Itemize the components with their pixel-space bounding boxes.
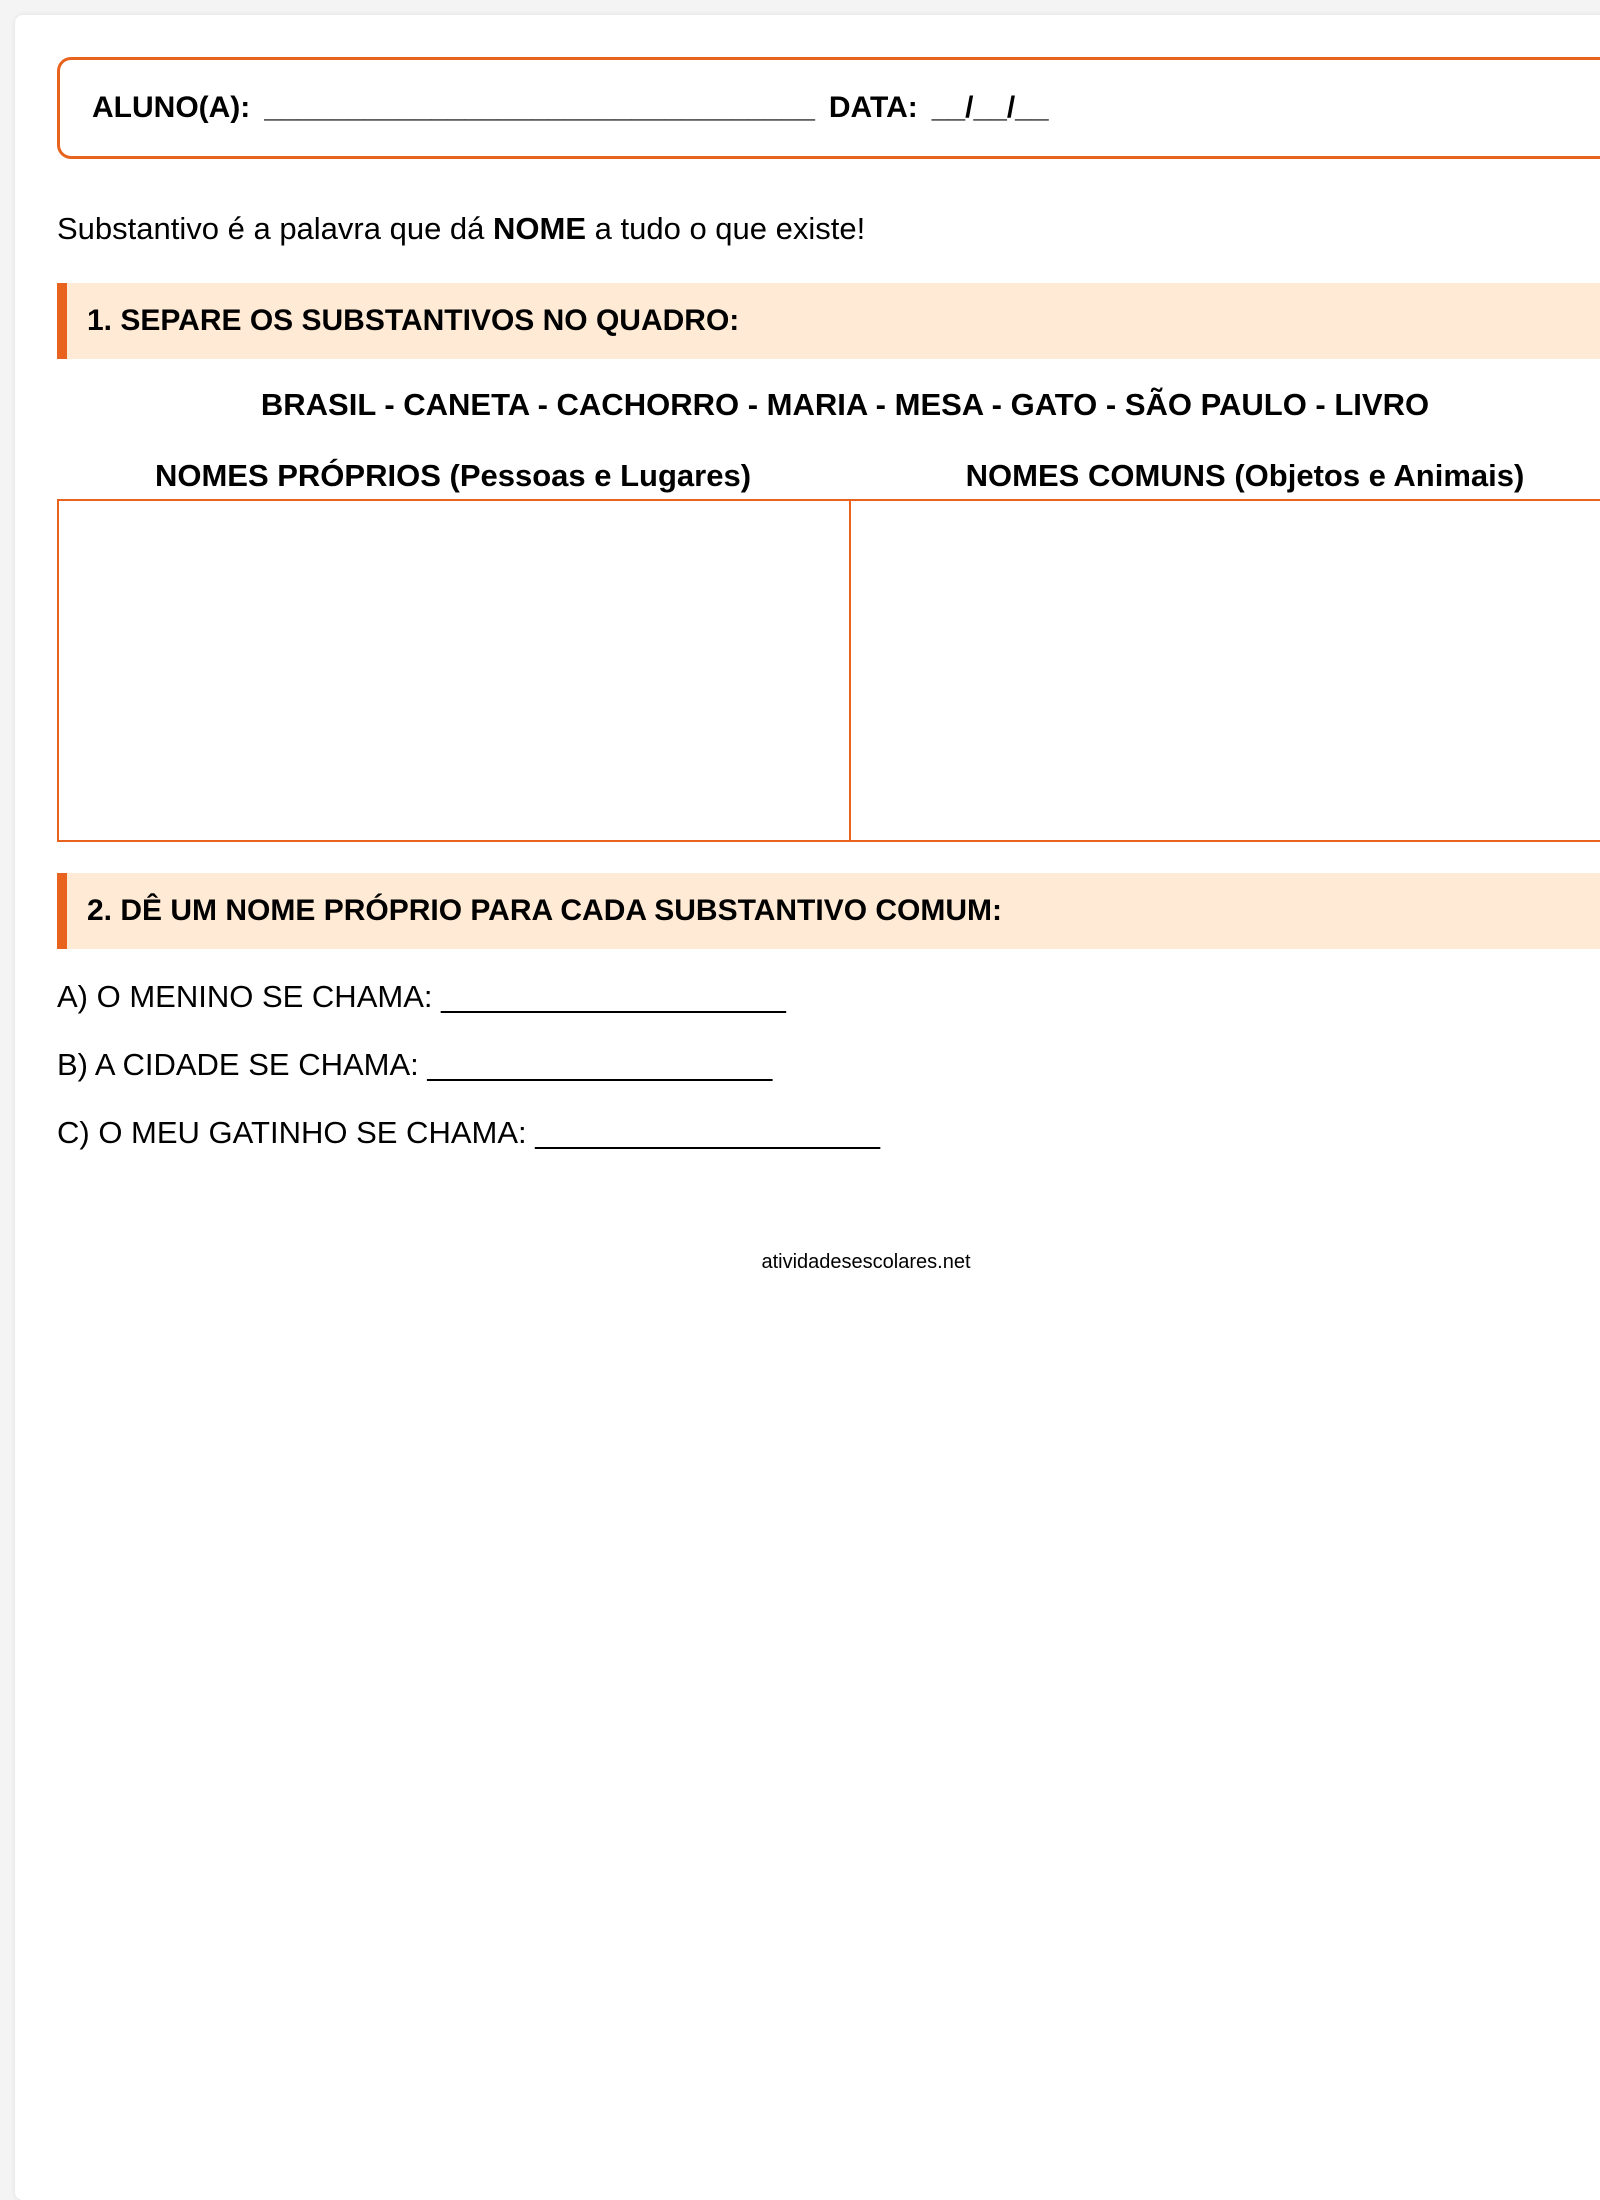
question-b (57, 1047, 772, 1083)
noun-sorting-table (57, 499, 1600, 842)
question-c-blank: ____________________ (535, 1115, 881, 1150)
question-b-text: B) A CIDADE SE CHAMA: (57, 1047, 428, 1082)
student-info-box (57, 57, 1600, 159)
section-1-title: 1. SEPARE OS SUBSTANTIVOS NO QUADRO: (87, 304, 740, 337)
student-name-blank: _________________________________ (264, 91, 815, 124)
intro-text-before: Substantivo é a palavra que dá (57, 211, 494, 246)
question-b-blank: ____________________ (427, 1047, 773, 1082)
intro-sentence (57, 211, 865, 247)
column-header-proper-nouns: NOMES PRÓPRIOS (Pessoas e Lugares) (154, 458, 752, 493)
section-2-title: 2. DÊ UM NOME PRÓPRIO PARA CADA SUBSTANTIVO COMUM: (87, 894, 1003, 927)
student-name-label: ALUNO(A): (92, 91, 251, 124)
section-1-heading (57, 283, 1600, 359)
common-nouns-answer-cell (851, 501, 1600, 840)
date-blank: __/__/__ (931, 91, 1049, 124)
footer-site-credit: atividadesescolares.net (761, 1251, 971, 1273)
worksheet-page (15, 15, 1600, 2200)
question-a (57, 979, 786, 1015)
proper-nouns-answer-cell (59, 501, 851, 840)
date-label: DATA: (828, 91, 918, 124)
intro-text-bold: NOME (493, 211, 587, 246)
column-header-common-nouns: NOMES COMUNS (Objetos e Animais) (965, 458, 1525, 493)
section-2-heading (57, 873, 1600, 949)
question-c-text: C) O MEU GATINHO SE CHAMA: (57, 1115, 536, 1150)
question-a-blank: ____________________ (441, 979, 786, 1014)
question-a-text: A) O MENINO SE CHAMA: (57, 979, 442, 1014)
intro-text-after: a tudo o que existe! (586, 211, 866, 246)
word-bank: BRASIL - CANETA - CACHORRO - MARIA - MESA - GATO - SÃO PAULO - LIVRO (260, 387, 1430, 422)
question-c (57, 1115, 880, 1151)
